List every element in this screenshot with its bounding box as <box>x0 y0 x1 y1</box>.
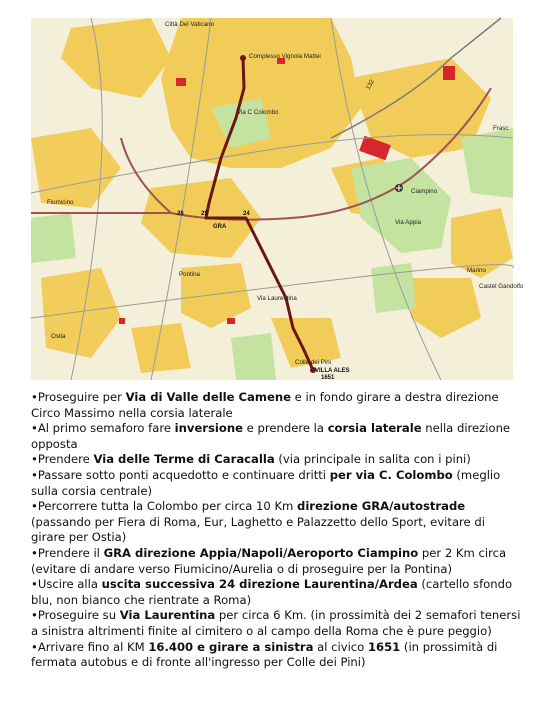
label-fiumicino: Fiumicino <box>47 199 74 206</box>
label-colle-dei-pini: Colle dei Pini <box>295 359 332 366</box>
label-ostia: Ostia <box>51 333 66 340</box>
direction-item: •Uscire alla uscita successiva 24 direzione Laurentina/Ardea (cartello sfondo blu, non bianco che rientrate a Roma) <box>31 577 513 607</box>
direction-item: •Prendere il GRA direzione Appia/Napoli/Aeroporto Ciampino per 2 Km circa (evitare di andare verso Fiumicino/Aurelia o di proseguire per la Pontina) <box>31 545 507 576</box>
direction-item: •Proseguire per Via di Valle delle Camene e in fondo girare a destra direzione Circo Massimo nella corsia laterale <box>31 390 499 420</box>
airport-icon <box>395 184 403 192</box>
label-via-appia: Via Appia <box>395 219 422 226</box>
label-ciampino: Ciampino <box>411 188 438 195</box>
label-exit-24: 24 <box>243 211 250 217</box>
label-citta-del-vaticano: Città Del Vaticano <box>165 21 215 28</box>
label-pontina: Pontina <box>179 271 200 278</box>
direction-item: •Arrivare fino al KM 16.400 e girare a sinistra al civico 1651 (in prossimità di fermata autobus e di fronte all'ingresso per Colle dei Pini) <box>31 639 498 670</box>
direction-item: •Percorrere tutta la Colombo per circa 10 Km direzione GRA/autostrade (passando per Fiera di Roma, Eur, Laghetto e Palazzetto dello Sport, evitare di girare per Ostia) <box>31 499 485 545</box>
label-complesso: Complesso Vignola Mattei <box>249 53 321 60</box>
direction-item: •Al primo semaforo fare inversione e prendere la corsia laterale nella direzione opposta <box>31 421 511 451</box>
label-castel-gandolfo: Castel Gandolfo <box>479 283 524 290</box>
label-road-132: 132 <box>364 78 376 91</box>
label-villa-ales: VILLA ALES <box>315 368 350 374</box>
map-canvas <box>31 18 524 381</box>
label-exit-26: 26 <box>177 211 184 217</box>
label-via-laurentina: Via Laurentina <box>257 295 297 302</box>
route-start-marker <box>240 55 246 61</box>
direction-item: •Proseguire su Via Laurentina per circa 6 Km. (in prossimità dei 2 semafori tenersi a sinistra altrimenti finite al cimitero o al campo della Roma che è pure peggio) <box>31 608 521 638</box>
label-civico: 1651 <box>321 375 335 381</box>
route-map <box>31 18 524 381</box>
label-marino: Marino <box>467 267 486 274</box>
label-gra: GRA <box>213 224 227 230</box>
label-frasc: Frasc <box>493 125 509 132</box>
directions-list <box>31 390 521 671</box>
direction-item: •Prendere Via delle Terme di Caracalla (via principale in salita con i pini) <box>31 452 471 467</box>
label-via-c-colombo: Via C Colombo <box>237 109 279 116</box>
label-exit-25: 25 <box>201 211 208 217</box>
direction-item: •Passare sotto ponti acquedotto e continuare dritti per via C. Colombo (meglio sulla corsia centrale) <box>31 467 501 498</box>
